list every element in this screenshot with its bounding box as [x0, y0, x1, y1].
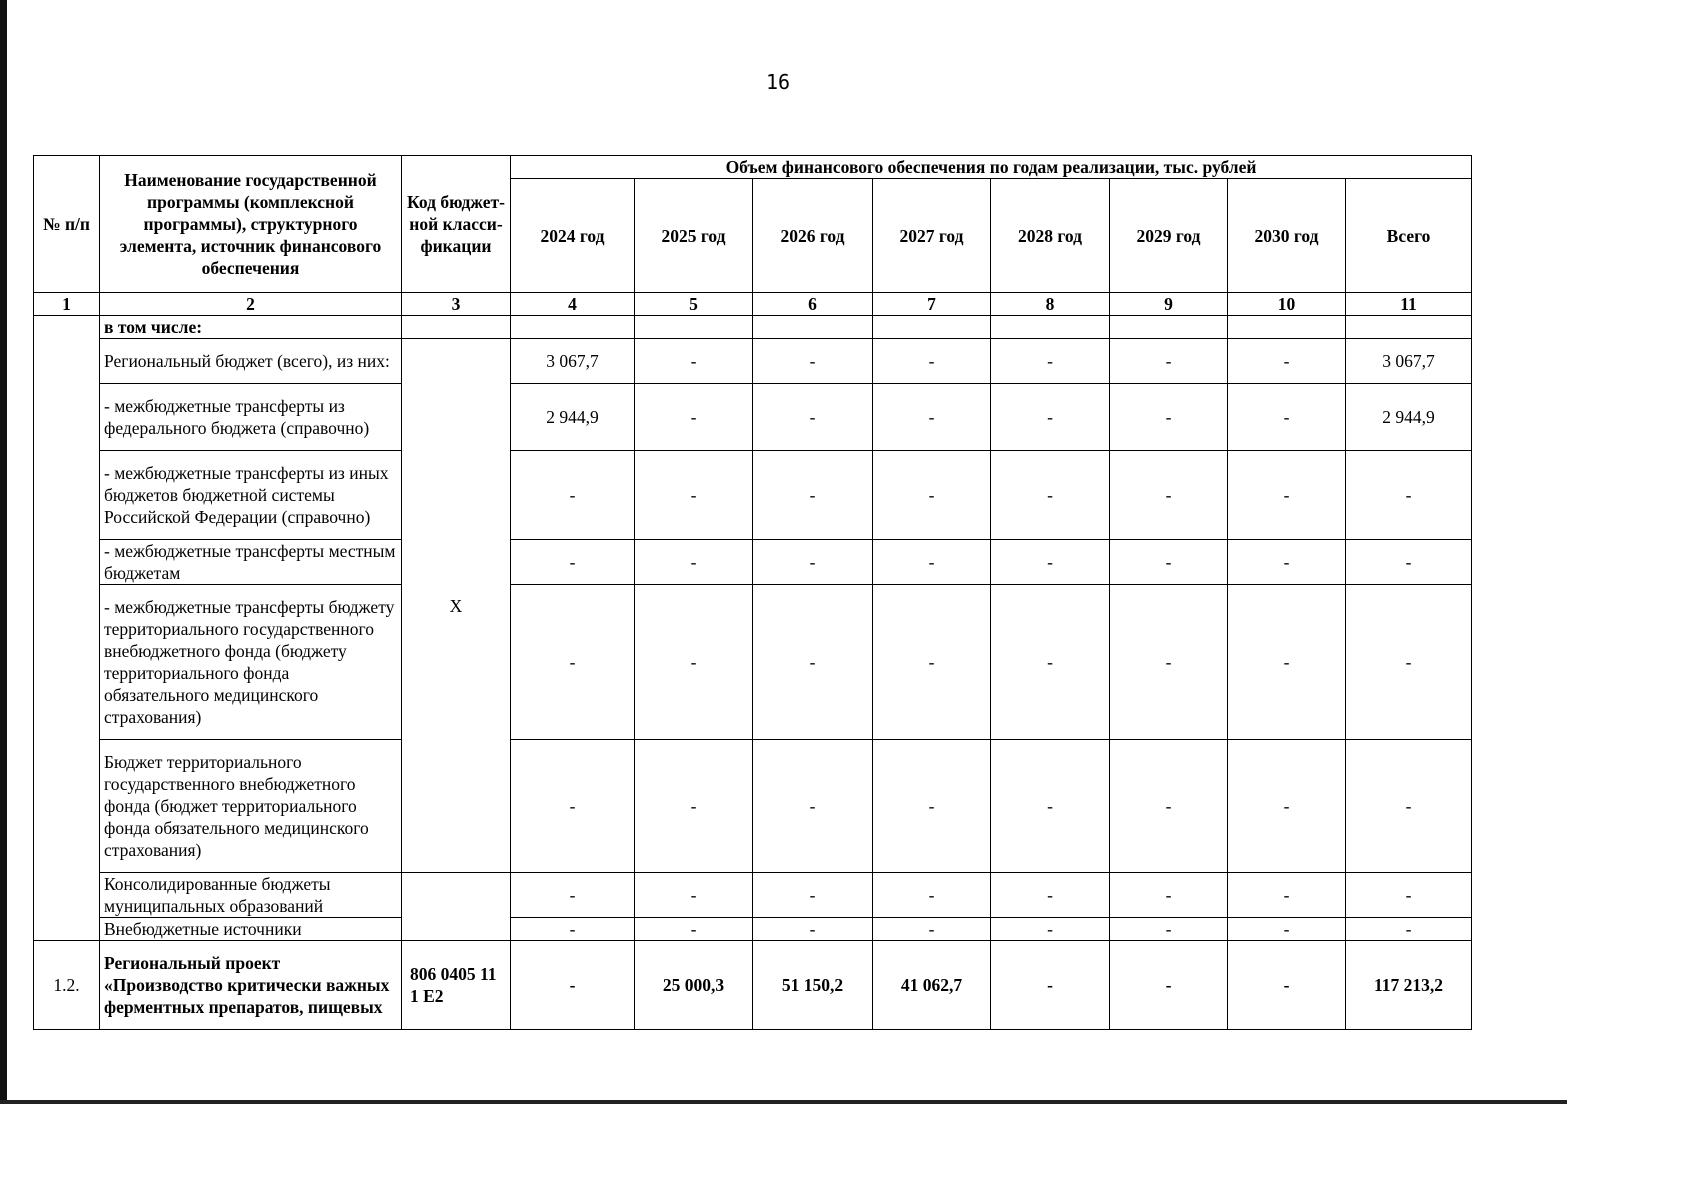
col-number: 7 — [873, 293, 991, 316]
table-row — [34, 316, 1472, 339]
row-value — [873, 316, 991, 339]
header-year-2025: 2025 год — [635, 179, 753, 293]
row-name: Консолидированные бюджеты муниципальных образований — [100, 873, 402, 918]
row-value: - — [1110, 740, 1228, 873]
table-row — [34, 740, 1472, 873]
row-value: - — [511, 873, 635, 918]
financial-table — [33, 155, 1472, 1030]
row-value: - — [1110, 451, 1228, 540]
table-row-project — [34, 941, 1472, 1030]
table-row — [34, 451, 1472, 540]
header-year-2024: 2024 год — [511, 179, 635, 293]
row-value: - — [991, 873, 1110, 918]
row-value: - — [511, 451, 635, 540]
row-value: - — [991, 451, 1110, 540]
row-value — [1346, 316, 1472, 339]
col-number: 1 — [34, 293, 100, 316]
project-value: 51 150,2 — [753, 941, 873, 1030]
row-value: - — [1228, 384, 1346, 451]
row-value: - — [1110, 873, 1228, 918]
col-number: 10 — [1228, 293, 1346, 316]
row-value: - — [1346, 918, 1472, 941]
row-value: - — [635, 918, 753, 941]
row-value: - — [991, 585, 1110, 740]
row-value: - — [991, 540, 1110, 585]
row-value: - — [635, 585, 753, 740]
row-name: - межбюджетные трансферты из федерального бюджета (справочно) — [100, 384, 402, 451]
row-value: - — [873, 918, 991, 941]
header-year-2027: 2027 год — [873, 179, 991, 293]
row-value: - — [873, 451, 991, 540]
row-value: - — [511, 540, 635, 585]
scan-bottom-edge — [0, 1100, 1567, 1104]
col-number: 6 — [753, 293, 873, 316]
row-name: Внебюджетные источники — [100, 918, 402, 941]
scan-left-edge — [0, 0, 7, 1104]
row-value: - — [991, 384, 1110, 451]
project-value: 41 062,7 — [873, 941, 991, 1030]
row-value: - — [1346, 585, 1472, 740]
row-value: - — [1228, 451, 1346, 540]
project-code: 806 0405 11 1 E2 — [402, 941, 511, 1030]
col-number: 2 — [100, 293, 402, 316]
row-code-empty — [402, 316, 511, 339]
row-value: - — [991, 339, 1110, 384]
row-value: - — [873, 873, 991, 918]
row-value: - — [753, 384, 873, 451]
col-number: 3 — [402, 293, 511, 316]
row-value: - — [1110, 918, 1228, 941]
row-value — [991, 316, 1110, 339]
row-value: - — [1110, 540, 1228, 585]
row-value: - — [753, 451, 873, 540]
row-value: - — [511, 918, 635, 941]
row-value: - — [1110, 339, 1228, 384]
header-total: Всего — [1346, 179, 1472, 293]
col-number: 5 — [635, 293, 753, 316]
row-value: - — [1228, 585, 1346, 740]
row-value — [1228, 316, 1346, 339]
project-value: - — [991, 941, 1110, 1030]
row-value: - — [511, 740, 635, 873]
project-name: Региональный проект «Производство критически важных ферментных препаратов, пищевых — [100, 941, 402, 1030]
table-row — [34, 918, 1472, 941]
row-value: - — [511, 585, 635, 740]
row-name: Бюджет территориального государственного внебюджетного фонда (бюджет территориального фонда обязательного медицинского страхования) — [100, 740, 402, 873]
table-row — [34, 585, 1472, 740]
project-value: - — [511, 941, 635, 1030]
row-value: - — [635, 540, 753, 585]
row-code-empty — [402, 873, 511, 941]
row-name: - межбюджетные трансферты бюджету территориального государственного внебюджетного фонда (бюджету территориального фонда обязательного медицинского страхования) — [100, 585, 402, 740]
row-value: - — [1110, 585, 1228, 740]
row-name: - межбюджетные трансферты из иных бюджетов бюджетной системы Российской Федерации (справочно) — [100, 451, 402, 540]
row-no-empty — [34, 316, 100, 941]
project-value: - — [1228, 941, 1346, 1030]
row-value: - — [1228, 339, 1346, 384]
header-year-2030: 2030 год — [1228, 179, 1346, 293]
table-row — [34, 540, 1472, 585]
col-number: 11 — [1346, 293, 1472, 316]
row-value: - — [753, 740, 873, 873]
row-value: 2 944,9 — [511, 384, 635, 451]
row-value: - — [1228, 873, 1346, 918]
col-number: 9 — [1110, 293, 1228, 316]
row-value: - — [635, 740, 753, 873]
row-value: - — [753, 873, 873, 918]
row-value: - — [753, 918, 873, 941]
table-row — [34, 873, 1472, 918]
header-volume-group: Объем финансового обеспечения по годам реализации, тыс. рублей — [511, 156, 1472, 179]
header-name: Наименование государственной программы (комплексной программы), структурного элемента, источник финансового обеспечения — [100, 156, 402, 293]
row-value — [753, 316, 873, 339]
row-value: - — [1228, 540, 1346, 585]
row-value: - — [753, 540, 873, 585]
row-name: Региональный бюджет (всего), из них: — [100, 339, 402, 384]
row-value — [1110, 316, 1228, 339]
row-value: - — [1346, 873, 1472, 918]
row-name: - межбюджетные трансферты местным бюджетам — [100, 540, 402, 585]
row-value: - — [635, 384, 753, 451]
row-value: - — [1346, 740, 1472, 873]
row-value: - — [1228, 918, 1346, 941]
row-value: - — [1346, 540, 1472, 585]
row-value: - — [991, 918, 1110, 941]
header-year-2026: 2026 год — [753, 179, 873, 293]
row-value: 2 944,9 — [1346, 384, 1472, 451]
row-value: - — [635, 451, 753, 540]
row-code-x: Х — [402, 339, 511, 873]
table-row — [34, 384, 1472, 451]
project-value: - — [1110, 941, 1228, 1030]
col-number: 4 — [511, 293, 635, 316]
row-value: 3 067,7 — [1346, 339, 1472, 384]
row-value: - — [635, 339, 753, 384]
row-value: - — [753, 585, 873, 740]
row-value: - — [1110, 384, 1228, 451]
page-number: 16 — [765, 70, 791, 94]
row-value: - — [873, 740, 991, 873]
row-value: - — [873, 339, 991, 384]
header-no: № п/п — [34, 156, 100, 293]
row-value — [635, 316, 753, 339]
row-value: - — [873, 540, 991, 585]
project-value: 25 000,3 — [635, 941, 753, 1030]
project-no: 1.2. — [34, 941, 100, 1030]
row-value: - — [635, 873, 753, 918]
table-row — [34, 339, 1472, 384]
header-code: Код бюджет-ной класси-фикации — [402, 156, 511, 293]
row-value: - — [1228, 740, 1346, 873]
header-year-2028: 2028 год — [991, 179, 1110, 293]
row-value: 3 067,7 — [511, 339, 635, 384]
row-value — [511, 316, 635, 339]
row-name: в том числе: — [100, 316, 402, 339]
project-value: 117 213,2 — [1346, 941, 1472, 1030]
row-value: - — [1346, 451, 1472, 540]
header-year-2029: 2029 год — [1110, 179, 1228, 293]
row-value: - — [991, 740, 1110, 873]
row-value: - — [873, 585, 991, 740]
row-value: - — [873, 384, 991, 451]
col-number: 8 — [991, 293, 1110, 316]
row-value: - — [753, 339, 873, 384]
